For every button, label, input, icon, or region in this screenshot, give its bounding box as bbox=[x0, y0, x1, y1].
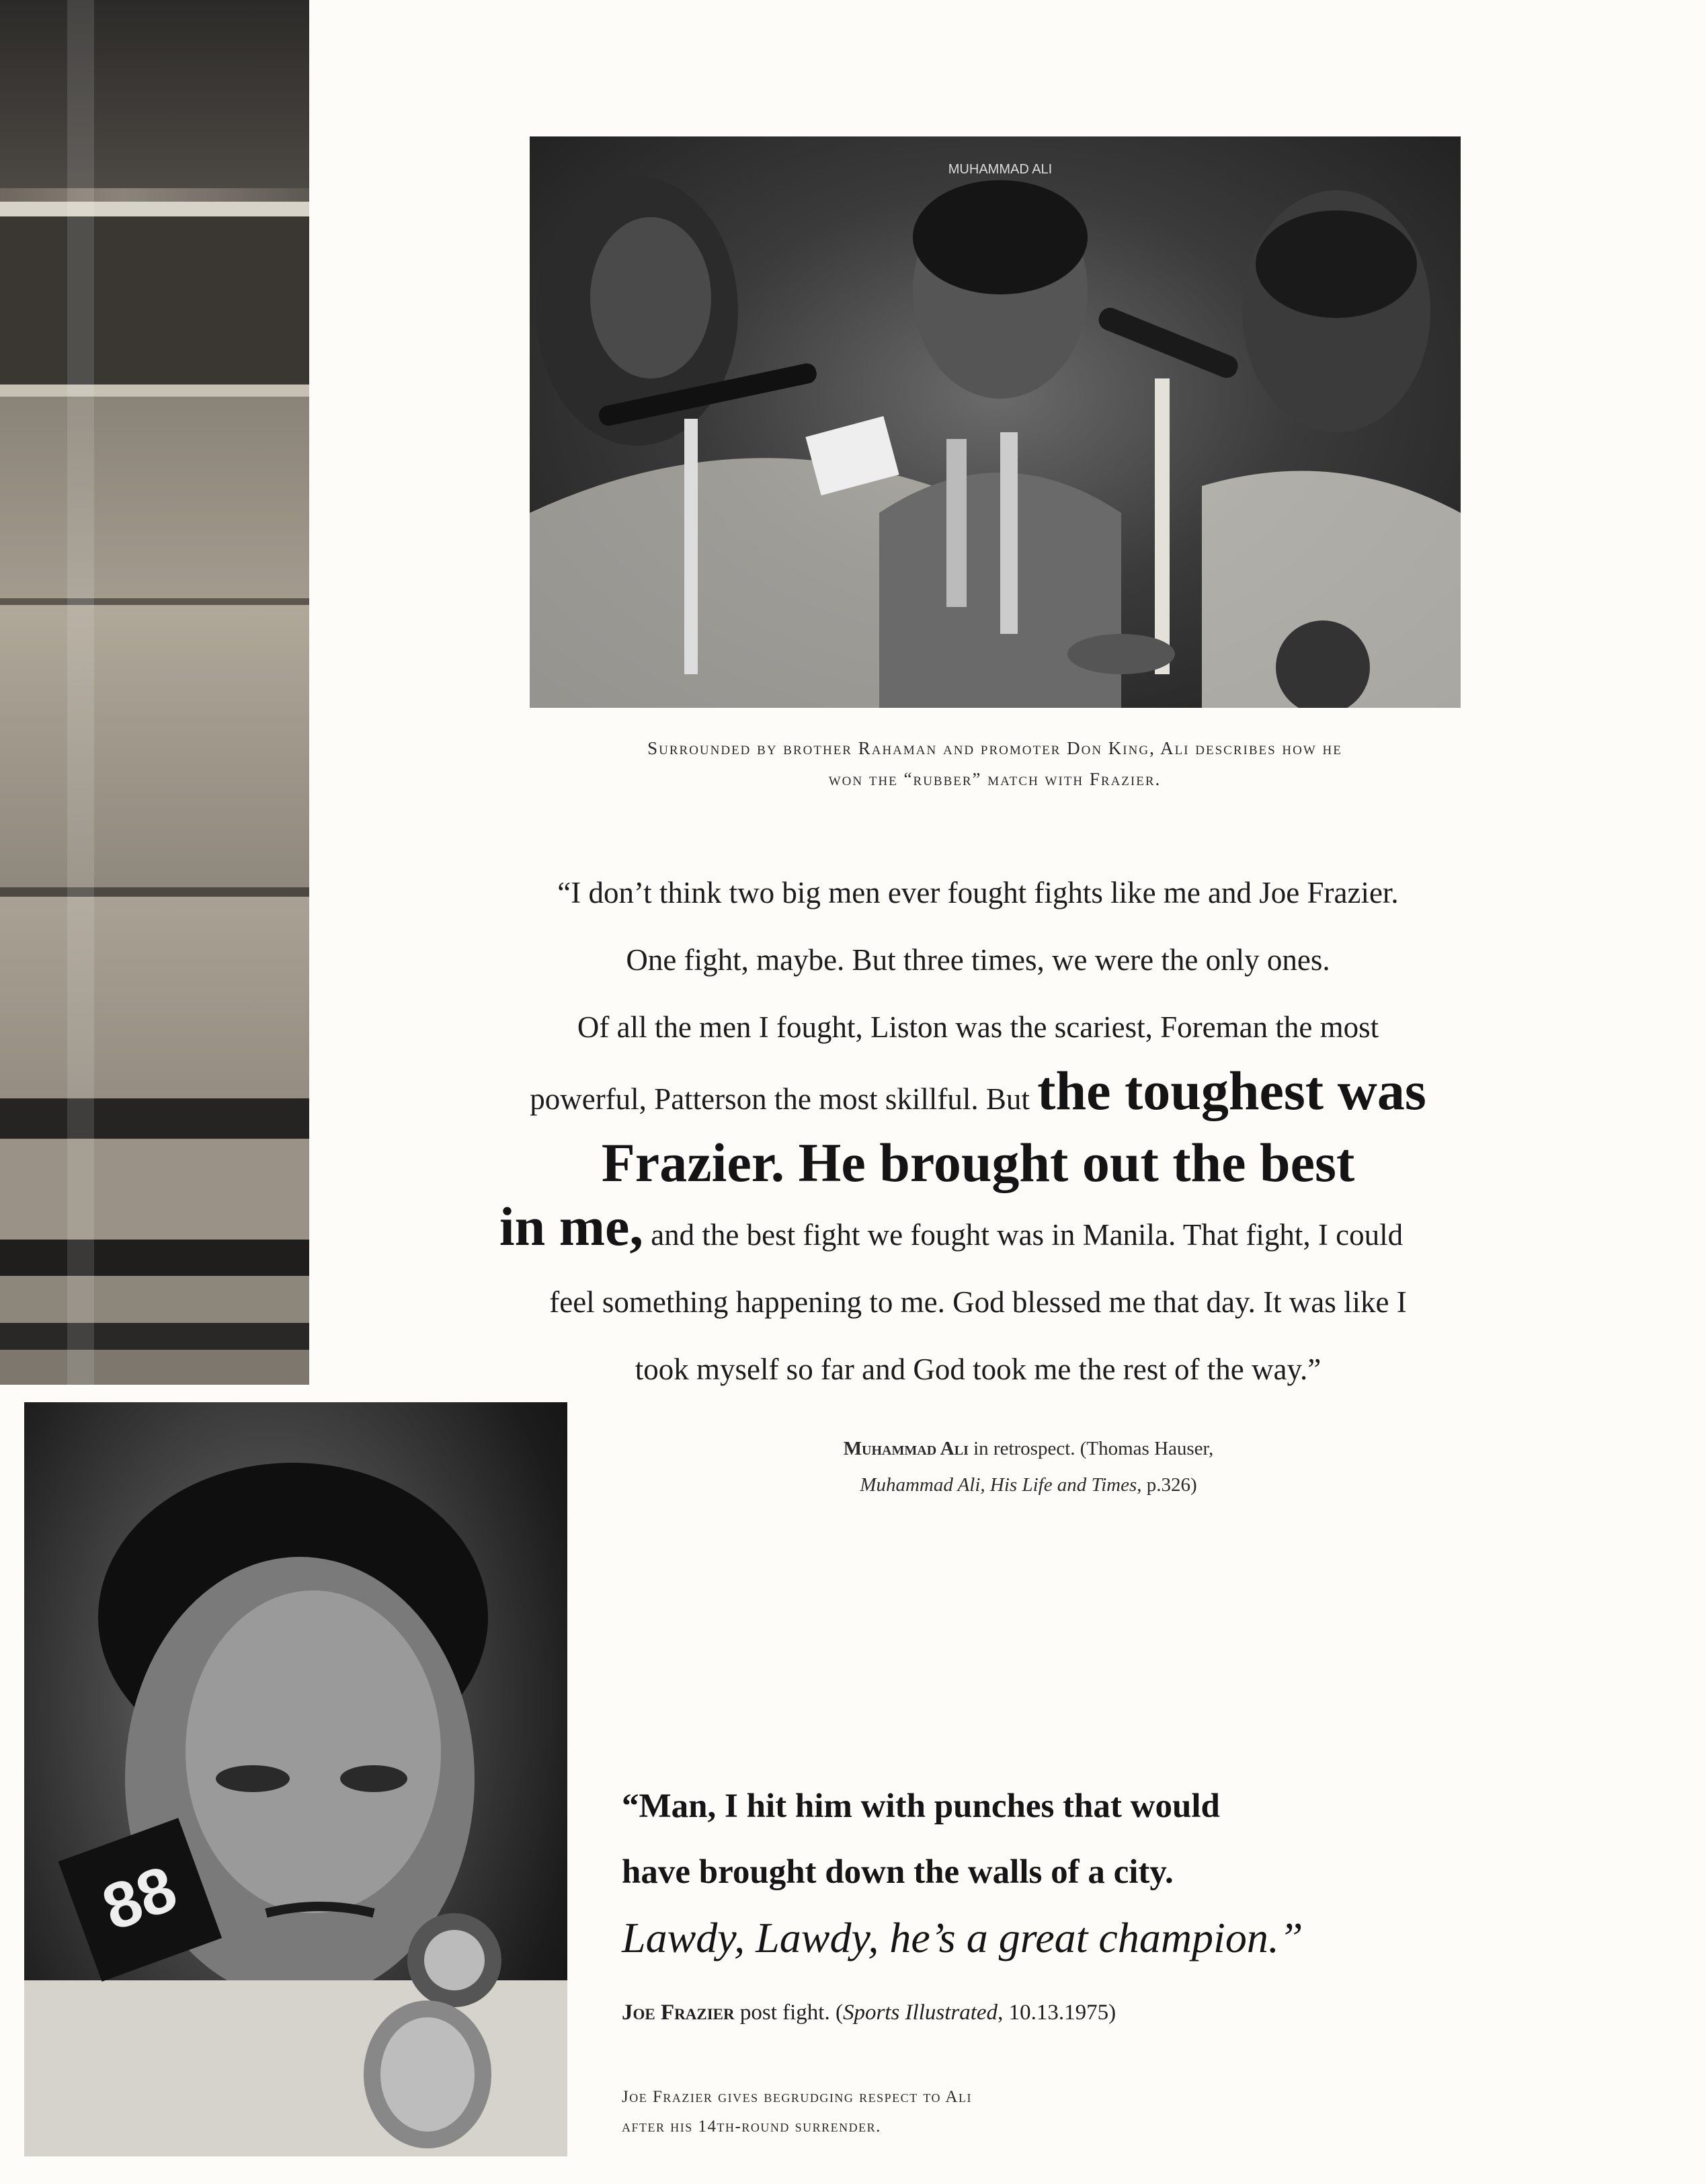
ali-quote-line-6-emphasis: in me, bbox=[499, 1196, 643, 1257]
frazier-attribution-open: ( bbox=[835, 2000, 843, 2025]
ali-quote-line-3: Of all the men I fought, Liston was the scariest, Foreman the most bbox=[577, 1010, 1379, 1044]
frazier-quote-line-2: have brought down the walls of a city. bbox=[622, 1853, 1174, 1891]
frazier-quote-attribution bbox=[622, 2000, 1428, 2025]
ali-quote-line-4-plain: powerful, Patterson the most skillful. But bbox=[530, 1082, 1030, 1116]
ali-quote-line-4-emphasis: the toughest was bbox=[1037, 1060, 1426, 1121]
ali-quote-line-8: took myself so far and God took me the rest of the way.” bbox=[635, 1352, 1322, 1386]
mic-flag-logo: 88 bbox=[93, 1852, 186, 1945]
frazier-photo-caption bbox=[622, 2082, 1227, 2142]
frazier-attribution-source: Sports Illustrated bbox=[842, 2000, 998, 2025]
ali-attribution-source: Muhammad Ali, His Life and Times bbox=[860, 1474, 1137, 1496]
top-caption-line-1: Surrounded by brother Rahaman and promoter Don King, Ali describes how he bbox=[647, 738, 1342, 758]
frazier-attribution-date: , 10.13.1975) bbox=[998, 2000, 1116, 2025]
ali-quote-line-4 bbox=[410, 1061, 1546, 1133]
frazier-quote-line-1: “Man, I hit him with punches that would bbox=[622, 1787, 1220, 1825]
ali-quote-line-7: feel something happening to me. God blessed me that day. It was like I bbox=[549, 1285, 1407, 1319]
ali-quote bbox=[410, 859, 1546, 1403]
ali-quote-line-2: One fight, maybe. But three times, we were the only ones. bbox=[626, 943, 1330, 977]
ali-quote-attribution bbox=[773, 1430, 1284, 1503]
frazier-attribution-text: post fight. bbox=[739, 2000, 830, 2025]
ali-quote-line-6 bbox=[356, 1193, 1546, 1268]
ali-attribution-text: in retrospect. (Thomas Hauser, bbox=[973, 1438, 1214, 1459]
frazier-attribution-name: Joe Frazier bbox=[622, 2000, 735, 2025]
top-photo-caption bbox=[471, 733, 1519, 795]
ali-quote-line-6-plain: and the best fight we fought was in Manila. That fight, I could bbox=[651, 1218, 1404, 1252]
shirt-text: MUHAMMAD ALI bbox=[948, 162, 1053, 177]
frazier-photo bbox=[24, 1402, 567, 2156]
bottom-caption-line-1: Joe Frazier gives begrudging respect to Ali bbox=[622, 2088, 972, 2106]
ali-quote-line-1: “I don’t think two big men ever fought fights like me and Joe Frazier. bbox=[557, 876, 1399, 909]
frazier-quote bbox=[622, 1773, 1462, 1971]
frazier-quote-line-3: Lawdy, Lawdy, he’s a great champion.” bbox=[622, 1914, 1303, 1961]
ali-quote-line-5-emphasis: Frazier. He brought out the best bbox=[601, 1132, 1355, 1193]
ali-attribution-name: Muhammad Ali bbox=[843, 1438, 969, 1459]
top-caption-line-2: won the “rubber” match with Frazier. bbox=[828, 769, 1162, 789]
edge-photo-strip bbox=[0, 0, 309, 1385]
bottom-caption-line-2: after his 14th-round surrender. bbox=[622, 2117, 881, 2136]
press-conference-photo bbox=[530, 136, 1461, 708]
ali-attribution-page: , p.326) bbox=[1137, 1474, 1197, 1496]
